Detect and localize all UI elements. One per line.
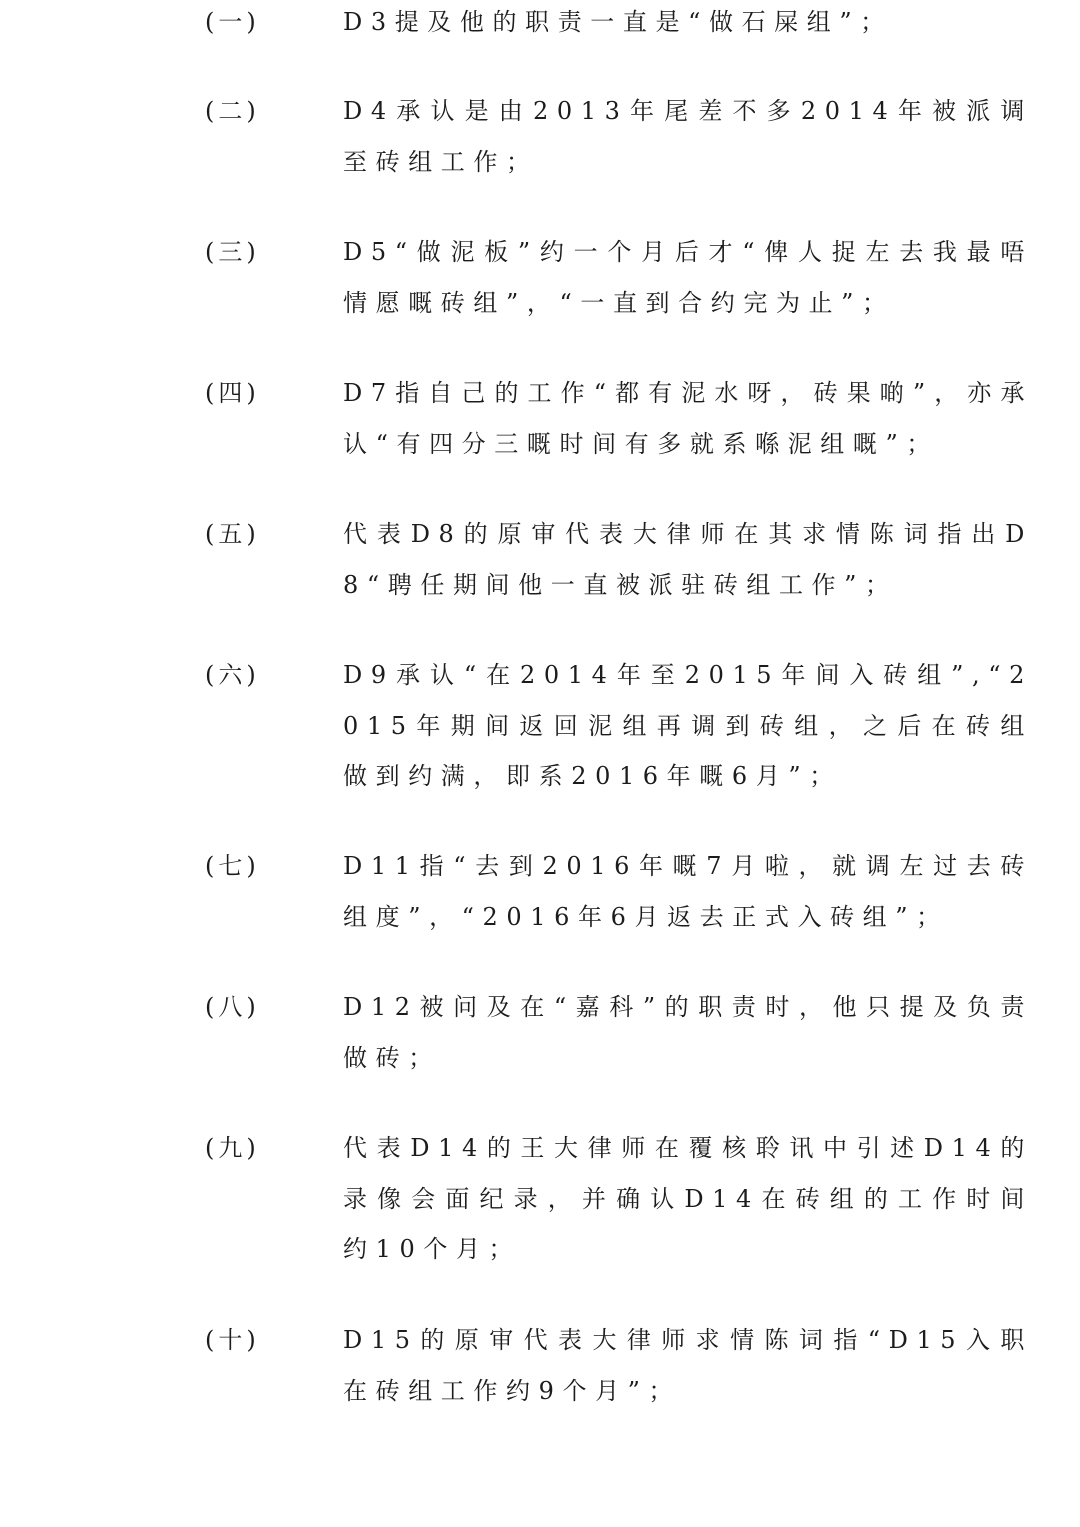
- item-number: (四): [205, 379, 260, 407]
- item-text: D11指“去到2016年嘅7月啦，就调左过去砖组度”，“2016年6月返去正式入砖组”；: [343, 852, 1033, 931]
- item-text: D9承认“在2014年至2015年间入砖组”,“2015年期间返回泥组再调到砖组，之后在砖组做到约满，即系2016年嘅6月”；: [343, 661, 1033, 790]
- item-text: D7指自己的工作“都有泥水呀，砖果啲”，亦承认“有四分三嘅时间有多就系喺泥组嘅”；: [343, 379, 1033, 458]
- item-number: (一): [205, 8, 260, 36]
- item-number: (三): [205, 238, 260, 266]
- item-number: (二): [205, 97, 260, 125]
- item-number: (五): [205, 520, 260, 548]
- item-text: D5“做泥板”约一个月后才“俾人捉左去我最唔情愿嘅砖组”，“一直到合约完为止”；: [343, 238, 1033, 317]
- item-number: (六): [205, 661, 260, 689]
- item-number: (十): [205, 1326, 260, 1354]
- item-text: 代表D14的王大律师在覆核聆讯中引述D14的录像会面纪录，并确认D14在砖组的工作时间约10个月；: [343, 1134, 1033, 1263]
- item-text: D3提及他的职责一直是“做石屎组”；: [343, 8, 893, 36]
- item-text: D15的原审代表大律师求情陈词指“D15入职在砖组工作约9个月”；: [343, 1326, 1033, 1405]
- item-text: D12被问及在“嘉科”的职责时，他只提及负责做砖；: [343, 993, 1033, 1072]
- item-text: 代表D8的原审代表大律师在其求情陈词指出D8“聘任期间他一直被派驻砖组工作”；: [343, 520, 1033, 599]
- item-text: D4承认是由2013年尾差不多2014年被派调至砖组工作；: [343, 97, 1033, 176]
- item-number: (九): [205, 1134, 260, 1162]
- item-number: (八): [205, 993, 260, 1021]
- item-number: (七): [205, 852, 260, 880]
